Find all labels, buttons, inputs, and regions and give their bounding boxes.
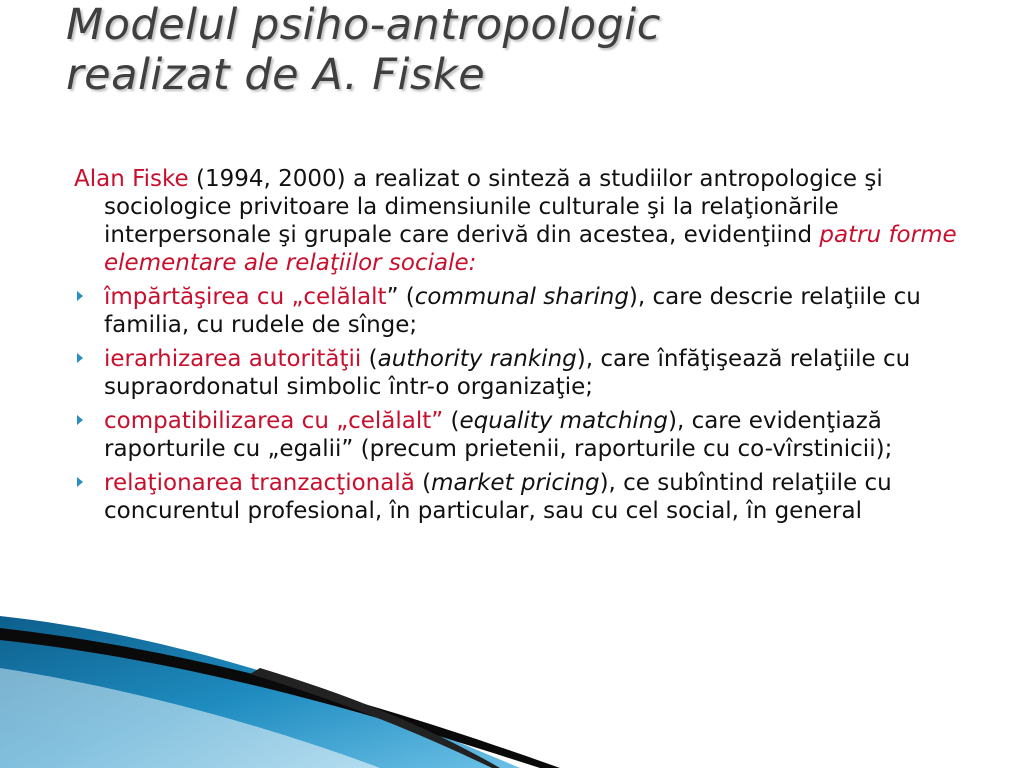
bullet-term: ierarhizarea autorităţii <box>104 346 362 372</box>
triangle-bullet-icon <box>77 477 83 487</box>
slide-title-line-2: realizat de A. Fiske <box>66 50 486 100</box>
bullet-punct: ( <box>414 470 432 496</box>
bullet-punct: ( <box>361 346 378 372</box>
triangle-bullet-icon <box>77 353 83 363</box>
author-name: Alan Fiske <box>74 166 189 192</box>
bullet-description: ), care evidenţiază raporturile cu „egalii” (precum prietenii, raporturile cu co-vîrstinicii); <box>104 408 893 462</box>
triangle-bullet-icon <box>77 291 83 301</box>
bullet-item-communal-sharing <box>74 283 964 339</box>
intro-paragraph <box>74 165 964 277</box>
bullet-description: ), ce subîntind relaţiile cu concurentul profesional, în particular, sau cu cel social, în general <box>104 470 892 524</box>
bullet-english-term: authority ranking <box>377 346 577 372</box>
slide-title-line-1: Modelul psiho-antropologic <box>66 0 661 50</box>
slide-title <box>66 0 966 100</box>
bullet-english-term: communal sharing <box>414 284 629 310</box>
bullet-item-authority-ranking <box>74 345 964 401</box>
bullet-term: împărtăşirea cu „celălalt <box>104 284 387 310</box>
intro-emphasis: patru forme elementare ale relaţiilor sociale: <box>104 222 957 276</box>
bullet-description: ), care înfăţişează relaţiile cu supraordonatul simbolic într-o organizaţie; <box>104 346 911 400</box>
bullet-punct: ( <box>443 408 460 434</box>
bullet-description: ), care descrie relaţiile cu familia, cu rudele de sînge; <box>104 284 921 338</box>
decorative-corner-swoosh <box>0 598 1024 768</box>
bullet-item-market-pricing <box>74 469 964 525</box>
bullet-term: relaţionarea tranzacţională <box>104 470 415 496</box>
slide-body <box>74 165 964 531</box>
bullet-item-equality-matching <box>74 407 964 463</box>
bullet-term: compatibilizarea cu „celălalt” <box>104 408 444 434</box>
bullet-english-term: market pricing <box>431 470 600 496</box>
triangle-bullet-icon <box>77 415 83 425</box>
bullet-punct: ” ( <box>386 284 415 310</box>
bullet-english-term: equality matching <box>459 408 668 434</box>
intro-text: (1994, 2000) a realizat o sinteză a studiilor antropologice şi sociologice privitoare la dimensiunile culturale şi la relaţionările interpersonale şi grupale care derivă din acestea, evidenţiind <box>104 166 883 248</box>
